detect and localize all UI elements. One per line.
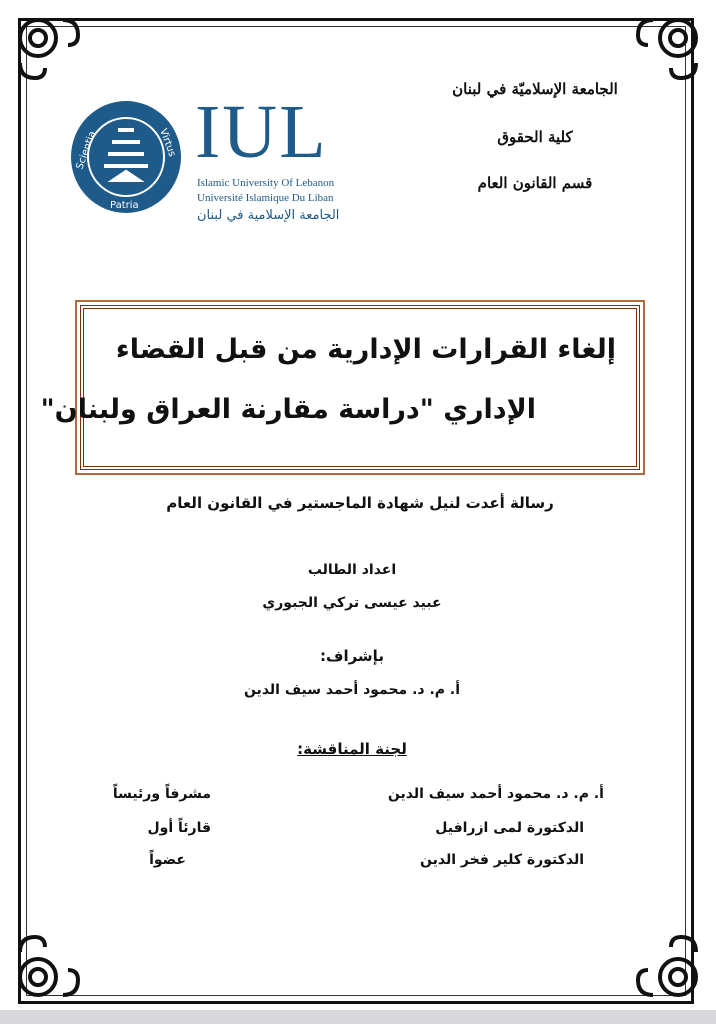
logo-ring-word: Scientia — [74, 129, 99, 172]
corner-ornament-icon — [613, 912, 708, 1007]
thesis-title-line1: إلغاء القرارات الإدارية من قبل القضاء — [115, 334, 616, 365]
corner-ornament-icon — [613, 8, 708, 103]
title-frame — [80, 305, 640, 470]
department-name: قسم القانون العام — [477, 174, 593, 192]
committee-label: لجنة المناقشة: — [297, 740, 407, 758]
supervision-label: بإشراف: — [320, 647, 384, 665]
logo-name-en: Islamic University Of Lebanon — [197, 177, 335, 189]
university-name: الجامعة الإسلاميّة في لبنان — [452, 80, 618, 98]
logo-subtitle — [197, 176, 339, 226]
committee-member-role: قارئاً أول — [147, 820, 211, 836]
committee-member-role: مشرفاً ورئيساً — [112, 786, 211, 802]
degree-statement: رسالة أعدت لنيل شهادة الماجستير في القانون العام — [166, 494, 554, 512]
committee-member-name: أ. م. د. محمود أحمد سيف الدين — [387, 786, 604, 802]
supervisor-name: أ. م. د. محمود أحمد سيف الدين — [243, 682, 461, 698]
viewer-bottom-bar — [0, 1010, 716, 1024]
corner-ornament-icon — [8, 912, 103, 1007]
student-label: اعداد الطالب — [307, 562, 397, 578]
logo-name-fr: Université Islamique Du Liban — [197, 192, 334, 204]
faculty-name: كلية الحقوق — [497, 128, 573, 146]
logo-name-ar: الجامعة الإسلامية في لبنان — [197, 208, 340, 223]
logo-abbreviation: IUL — [195, 90, 328, 174]
student-name: عبيد عيسى تركي الجبوري — [262, 595, 442, 611]
committee-member-name: الدكتورة كلير فخر الدين — [420, 852, 584, 868]
corner-ornament-icon — [8, 8, 103, 103]
logo-ring-word: Virtus — [157, 127, 178, 159]
thesis-title-line2: الإداري "دراسة مقارنة العراق ولبنان" — [40, 394, 536, 425]
logo-ring-word: Patria — [110, 200, 139, 211]
university-seal-logo — [70, 100, 182, 214]
committee-member-role: عضواً — [149, 852, 186, 868]
committee-member-name: الدكتورة لمى ازرافيل — [435, 820, 584, 836]
